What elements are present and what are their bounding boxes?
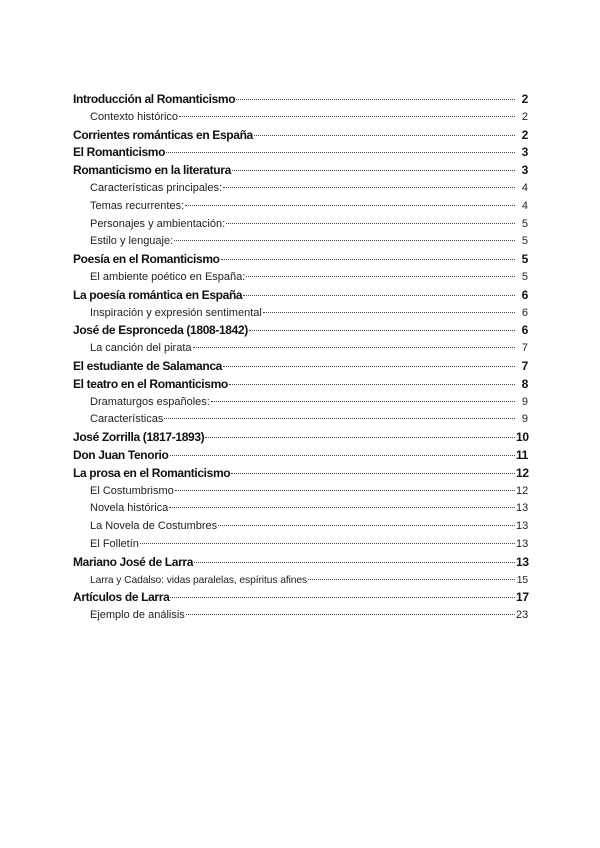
toc-dot-leader	[232, 170, 515, 171]
toc-dot-leader	[236, 99, 515, 100]
toc-entry-title: Personajes y ambientación:	[90, 217, 226, 230]
toc-dot-leader	[186, 614, 515, 615]
toc-dot-leader	[170, 597, 515, 598]
toc-dot-leader	[169, 507, 515, 508]
toc-entry-subheading[interactable]	[73, 536, 528, 554]
toc-entry-page-number: 9	[521, 413, 528, 426]
toc-entry-title: La prosa en el Romanticismo	[73, 465, 231, 480]
toc-entry-subheading[interactable]	[73, 518, 528, 536]
toc-entry-subheading[interactable]	[73, 305, 528, 323]
toc-dot-leader	[263, 312, 515, 313]
toc-entry-title: Dramaturgos españoles:	[90, 395, 210, 408]
toc-entry-heading[interactable]	[73, 251, 528, 269]
toc-entry-page-number: 12	[516, 484, 529, 497]
toc-entry-page-number: 2	[521, 110, 528, 123]
toc-entry-subheading[interactable]	[73, 411, 528, 429]
toc-dot-leader	[226, 223, 515, 224]
toc-entry-title: El Romanticismo	[73, 145, 166, 160]
toc-entry-title: Mariano José de Larra	[73, 554, 194, 569]
toc-entry-page-number: 3	[521, 145, 528, 160]
toc-entry-subheading[interactable]	[73, 394, 528, 412]
toc-entry-page-number: 13	[516, 502, 529, 515]
toc-entry-heading[interactable]	[73, 589, 528, 607]
toc-entry-title: La Novela de Costumbres	[90, 520, 218, 533]
toc-entry-page-number: 2	[521, 127, 528, 142]
toc-dot-leader	[211, 401, 515, 402]
toc-entry-heading[interactable]	[73, 127, 528, 145]
toc-entry-subheading[interactable]	[73, 180, 528, 198]
toc-entry-title: El teatro en el Romanticismo	[73, 376, 228, 391]
toc-entry-title: El Costumbrismo	[90, 484, 174, 497]
toc-entry-subheading[interactable]	[73, 269, 528, 287]
toc-entry-title: Poesía en el Romanticismo	[73, 252, 220, 267]
toc-entry-page-number: 9	[521, 395, 528, 408]
toc-entry-page-number: 13	[516, 520, 529, 533]
toc-entry-title: Don Juan Tenorio	[73, 447, 169, 462]
toc-entry-page-number: 5	[521, 235, 528, 248]
toc-entry-page-number: 11	[516, 447, 528, 462]
toc-entry-heading[interactable]	[73, 376, 528, 394]
toc-dot-leader	[308, 579, 515, 580]
toc-entry-subheading[interactable]	[73, 198, 528, 216]
toc-entry-page-number: 23	[516, 609, 529, 622]
toc-entry-title: Características principales:	[90, 181, 223, 194]
toc-entry-subheading[interactable]	[73, 216, 528, 234]
toc-entry-page-number: 3	[521, 163, 528, 178]
toc-entry-page-number: 4	[521, 181, 528, 194]
toc-entry-title: Estilo y lenguaje:	[90, 235, 174, 248]
toc-entry-heading[interactable]	[73, 162, 528, 180]
toc-entry-title: Inspiración y expresión sentimental	[90, 306, 262, 319]
toc-entry-heading[interactable]	[73, 322, 528, 340]
toc-entry-title: Características	[90, 413, 164, 426]
toc-entry-page-number: 7	[521, 342, 528, 355]
toc-dot-leader	[174, 240, 515, 241]
toc-dot-leader	[223, 366, 515, 367]
toc-entry-title: Introducción al Romanticismo	[73, 92, 236, 106]
toc-entry-title: Corrientes románticas en España	[73, 127, 253, 142]
toc-entry-title: El estudiante de Salamanca	[73, 358, 222, 373]
toc-dot-leader	[221, 259, 515, 260]
toc-entry-page-number: 2	[521, 92, 528, 106]
toc-entry-subheading[interactable]	[73, 109, 528, 127]
toc-dot-leader	[185, 205, 515, 206]
toc-entry-page-number: 10	[516, 430, 529, 445]
toc-entry-heading[interactable]	[73, 554, 528, 572]
toc-entry-heading[interactable]	[73, 358, 528, 376]
toc-dot-leader	[246, 276, 515, 277]
toc-entry-subheading[interactable]	[73, 607, 528, 625]
toc-entry-title: Novela histórica	[90, 502, 169, 515]
toc-entry-page-number: 13	[516, 554, 529, 569]
toc-dot-leader	[249, 330, 515, 331]
toc-entry-heading[interactable]	[73, 144, 528, 162]
toc-entry-subheading[interactable]	[73, 572, 528, 590]
toc-entry-page-number: 6	[521, 306, 528, 319]
toc-entry-title: Artículos de Larra	[73, 590, 170, 605]
table-of-contents	[73, 91, 528, 625]
toc-entry-page-number: 6	[521, 323, 528, 338]
toc-dot-leader	[205, 437, 515, 438]
toc-dot-leader	[179, 116, 515, 117]
toc-entry-subheading[interactable]	[73, 483, 528, 501]
toc-entry-heading[interactable]	[73, 91, 528, 109]
toc-entry-title: El ambiente poético en España:	[90, 270, 246, 283]
toc-dot-leader	[231, 473, 515, 474]
toc-entry-heading[interactable]	[73, 429, 528, 447]
toc-entry-title: El Folletín	[90, 537, 139, 550]
toc-entry-title: La poesía romántica en España	[73, 287, 243, 302]
toc-dot-leader	[243, 295, 515, 296]
toc-entry-page-number: 13	[516, 537, 529, 550]
toc-dot-leader	[223, 187, 515, 188]
toc-entry-heading[interactable]	[73, 447, 528, 465]
toc-entry-subheading[interactable]	[73, 233, 528, 251]
toc-entry-page-number: 12	[516, 465, 529, 480]
toc-entry-title: José Zorrilla (1817-1893)	[73, 430, 205, 445]
toc-entry-heading[interactable]	[73, 465, 528, 483]
toc-dot-leader	[175, 490, 515, 491]
toc-dot-leader	[140, 543, 515, 544]
toc-entry-title: Contexto histórico	[90, 110, 179, 123]
toc-dot-leader	[164, 418, 515, 419]
toc-dot-leader	[218, 525, 515, 526]
toc-entry-page-number: 8	[521, 376, 528, 391]
toc-dot-leader	[193, 347, 515, 348]
toc-entry-page-number: 17	[516, 590, 529, 605]
toc-dot-leader	[170, 455, 515, 456]
toc-entry-subheading[interactable]	[73, 340, 528, 358]
toc-entry-title: La canción del pirata	[90, 342, 192, 355]
toc-dot-leader	[166, 152, 515, 153]
toc-entry-page-number: 6	[521, 287, 528, 302]
toc-entry-title: Temas recurrentes:	[90, 199, 185, 212]
toc-dot-leader	[194, 562, 515, 563]
toc-dot-leader	[229, 384, 515, 385]
toc-entry-title: Larra y Cadalso: vidas paralelas, espíritus afines	[90, 574, 308, 586]
toc-entry-page-number: 7	[521, 358, 528, 373]
toc-entry-title: Romanticismo en la literatura	[73, 163, 231, 178]
toc-entry-page-number: 5	[521, 252, 528, 267]
toc-entry-title: José de Espronceda (1808-1842)	[73, 323, 248, 338]
toc-entry-subheading[interactable]	[73, 500, 528, 518]
toc-entry-page-number: 15	[516, 574, 528, 586]
toc-entry-heading[interactable]	[73, 287, 528, 305]
toc-entry-page-number: 4	[521, 199, 528, 212]
toc-entry-title: Ejemplo de análisis	[90, 609, 185, 622]
toc-entry-page-number: 5	[521, 270, 528, 283]
toc-entry-page-number: 5	[521, 217, 528, 230]
toc-dot-leader	[254, 135, 515, 136]
